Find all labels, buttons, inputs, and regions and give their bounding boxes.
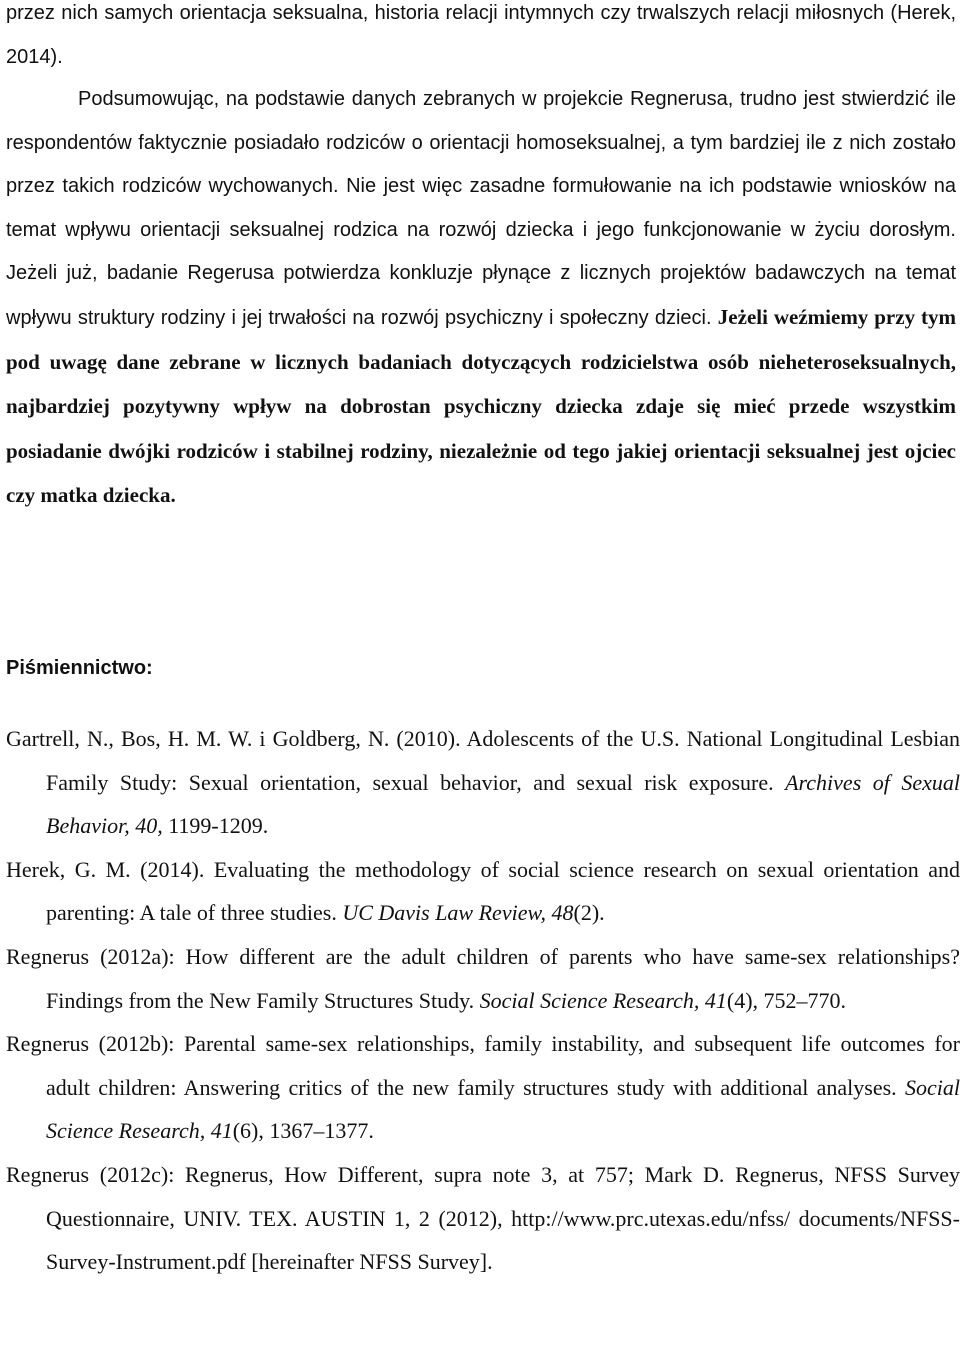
paragraph-1-text: przez nich samych orientacja seksualna, historia relacji intymnych czy trwalszych relacji miłosnych (Herek, 2014). — [6, 2, 956, 68]
paragraph-2-text: Podsumowując, na podstawie danych zebranych w projekcie Regnerusa, trudno jest stwierdzić ile respondentów faktycznie posiadało rodziców o orientacji homoseksualnej, a tym bardziej ile z nich zostało przez takich rodziców wychowanych. Nie jest więc zasadne formułowanie na ich podstawie wniosków na temat wpływu orientacji seksualnej rodzica na rozwój dziecka i jego funkcjonowanie w życiu dorosłym. Jeżeli już, badanie Regerusa potwierdza konkluzje płynące z licznych projektów badawczych na temat wpływu struktury rodziny i jej trwałości na rozwój psychiczny i społeczny dzieci. — [6, 88, 956, 329]
reference-item: Regnerus (2012c): Regnerus, How Different, supra note 3, at 757; Mark D. Regnerus, NFSS Survey Questionnaire, UNIV. TEX. AUSTIN 1, 2 (2012), http://www.prc.utexas.edu/nfss/ documents/NFSS-Survey-Instrument.pdf [hereinafter NFSS Survey]. — [6, 1161, 960, 1275]
paragraph-2 — [6, 78, 956, 519]
references-list — [6, 717, 960, 1284]
reference-item: Regnerus (2012a): How different are the adult children of parents who have same-sex relationships? Findings from the New Family Structures Study. Social Science Research, 41(4), 752–770. — [6, 943, 960, 1013]
reference-item: Gartrell, N., Bos, H. M. W. i Goldberg, N. (2010). Adolescents of the U.S. National Longitudinal Lesbian Family Study: Sexual orientation, sexual behavior, and sexual risk exposure. Archives of Sexual Behavior, 40, 1199-1209. — [6, 726, 960, 839]
references-heading: Piśmiennictwo: — [6, 657, 153, 679]
reference-item: Regnerus (2012b): Parental same-sex relationships, family instability, and subsequent life outcomes for adult children: Answering critics of the new family structures study with additional analyses. Social Science Research, 41(6), 1367–1377. — [6, 1031, 960, 1144]
reference-item: Herek, G. M. (2014). Evaluating the methodology of social science research on sexual orientation and parenting: A tale of three studies. UC Davis Law Review, 48(2). — [6, 856, 960, 926]
paragraph-2-bold-text: Jeżeli weźmiemy przy tym pod uwagę dane zebrane w licznych badaniach dotyczących rodzicielstwa osób nieheteroseksualnych, najbardziej pozytywny wpływ na dobrostan psychiczny dziecka zdaje się mieć przede wszystkim posiadanie dwójki rodziców i stabilnej rodziny, niezależnie od tego jakiej orientacji seksualnej jest ojciec czy matka dziecka. — [6, 304, 956, 508]
paragraph-1 — [6, 0, 956, 79]
